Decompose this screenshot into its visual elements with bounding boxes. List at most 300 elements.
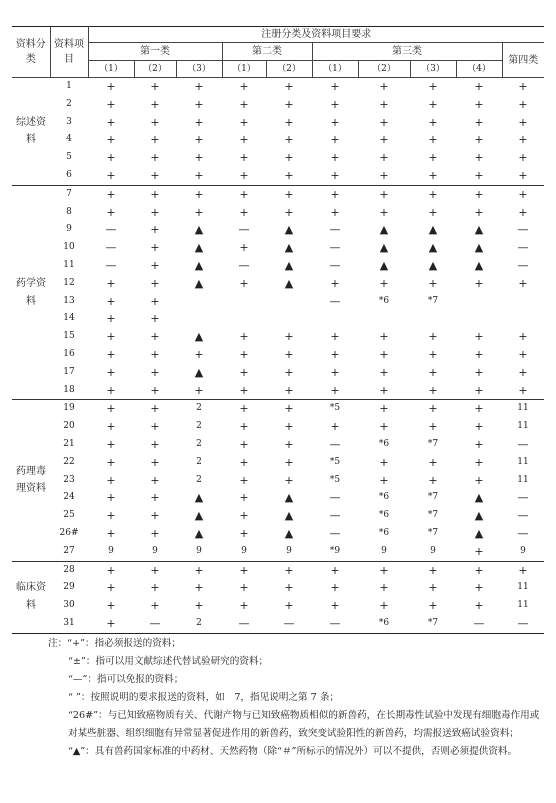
table-row <box>12 149 544 167</box>
requirement-cell: + <box>330 97 340 111</box>
item-number: 29 <box>63 582 75 593</box>
requirement-cell: *6 <box>378 527 390 538</box>
requirement-cell: — <box>238 258 250 272</box>
requirement-cell: + <box>150 97 160 111</box>
requirement-cell: + <box>106 97 116 111</box>
requirement-cell: ▲ <box>379 223 389 237</box>
table-row <box>12 293 544 311</box>
item-number: 6 <box>66 169 72 180</box>
note-blank: “ ”：按照说明的要求报送的资料，如 7，指见说明之第 7 条； <box>68 692 340 703</box>
requirement-cell: + <box>239 581 249 595</box>
requirement-cell: + <box>106 509 116 523</box>
requirement-cell: + <box>284 402 294 416</box>
requirement-cell: + <box>150 581 160 595</box>
requirement-cell: + <box>150 330 160 344</box>
requirement-cell: + <box>284 133 294 147</box>
requirement-cell: — <box>149 616 161 630</box>
requirement-cell: + <box>474 97 484 111</box>
requirement-cell: + <box>106 312 116 326</box>
requirement-cell: + <box>106 402 116 416</box>
requirement-cell: + <box>239 133 249 147</box>
requirement-cell: + <box>239 205 249 219</box>
requirement-cell: + <box>150 347 160 361</box>
requirement-cell: + <box>239 347 249 361</box>
requirement-cell: + <box>239 455 249 469</box>
requirement-cell: + <box>239 330 249 344</box>
requirement-cell: + <box>330 187 340 201</box>
requirement-cell: + <box>428 80 438 93</box>
requirement-cell: + <box>379 563 389 577</box>
category-group <box>12 185 544 400</box>
requirement-cell: + <box>150 80 160 93</box>
requirement-cell: + <box>428 133 438 147</box>
requirement-cell: ▲ <box>379 241 389 255</box>
requirement-cell: + <box>150 526 160 540</box>
requirement-cell: + <box>150 223 160 237</box>
requirement-cell: + <box>194 80 204 93</box>
requirement-cell: + <box>239 563 249 577</box>
requirement-cell: + <box>379 97 389 111</box>
requirement-cell: + <box>474 205 484 219</box>
item-number: 14 <box>63 313 75 324</box>
header-class-4: 第四类 <box>502 43 544 78</box>
requirement-cell: + <box>474 563 484 577</box>
requirement-cell: + <box>474 330 484 344</box>
requirement-cell: *7 <box>427 617 439 628</box>
table-row <box>12 472 544 490</box>
requirement-cell: ▲ <box>474 509 484 523</box>
requirement-cell: + <box>428 205 438 219</box>
subcol-3-3: （3） <box>410 61 456 78</box>
requirement-cell: + <box>284 563 294 577</box>
requirement-cell: + <box>330 599 340 613</box>
requirement-cell: + <box>106 133 116 147</box>
requirement-cell: + <box>150 365 160 379</box>
requirement-cell: + <box>379 80 389 93</box>
requirement-cell: + <box>428 563 438 577</box>
requirement-cell: ▲ <box>194 365 204 379</box>
requirement-cell: + <box>106 455 116 469</box>
requirement-cell: + <box>379 420 389 434</box>
table-row <box>12 96 544 114</box>
requirement-cell: + <box>428 383 438 397</box>
requirement-cell: + <box>379 455 389 469</box>
requirement-cell: + <box>239 151 249 165</box>
table-row <box>12 507 544 525</box>
requirement-cell: + <box>150 402 160 416</box>
table-row <box>12 221 544 239</box>
requirement-cell: + <box>284 581 294 595</box>
requirement-cell: ▲ <box>428 241 438 255</box>
requirement-cell: + <box>239 420 249 434</box>
table-row <box>12 436 544 454</box>
requirement-cell: + <box>474 420 484 434</box>
requirement-cell: *6 <box>378 492 390 503</box>
requirement-cell: + <box>330 115 340 129</box>
item-number: 22 <box>63 456 75 467</box>
note-plusminus: “±”：指可以用文献综述代替试验研究的资料； <box>68 656 269 667</box>
requirement-cell: + <box>330 420 340 434</box>
requirement-cell: + <box>150 276 160 290</box>
requirement-cell: + <box>518 187 528 201</box>
requirement-cell: + <box>379 330 389 344</box>
requirement-cell: + <box>106 330 116 344</box>
requirement-cell: + <box>379 581 389 595</box>
table-row <box>12 454 544 472</box>
requirement-cell: + <box>330 205 340 219</box>
requirement-cell: + <box>474 115 484 129</box>
requirement-cell: + <box>428 402 438 416</box>
requirement-cell: + <box>150 133 160 147</box>
table-row <box>12 525 544 543</box>
requirement-cell: + <box>474 187 484 201</box>
requirement-cell: + <box>518 133 528 147</box>
requirement-cell: 9 <box>286 545 292 556</box>
requirement-cell: + <box>239 80 249 93</box>
header-requirements: 注册分类及资料项目要求 <box>88 27 544 43</box>
requirement-cell <box>456 293 502 311</box>
requirement-cell: + <box>106 115 116 129</box>
requirement-cell: + <box>194 599 204 613</box>
requirement-cell: + <box>379 133 389 147</box>
requirement-cell: + <box>518 168 528 182</box>
requirement-cell: + <box>284 347 294 361</box>
category-group <box>12 78 544 186</box>
requirement-cell: — <box>329 258 341 272</box>
item-number: 27 <box>63 545 75 556</box>
requirement-cell: — <box>517 258 529 272</box>
table-row <box>12 400 544 418</box>
requirement-cell: + <box>150 258 160 272</box>
requirement-cell: + <box>518 365 528 379</box>
requirement-cell: ▲ <box>194 241 204 255</box>
requirement-cell: 9 <box>152 545 158 556</box>
table-row <box>12 239 544 257</box>
requirement-cell: 2 <box>196 421 202 432</box>
requirement-cell: ▲ <box>474 241 484 255</box>
requirement-cell: 11 <box>517 456 529 467</box>
table-row <box>12 489 544 507</box>
requirement-cell: + <box>150 205 160 219</box>
table-row <box>12 185 544 203</box>
requirement-cell: 2 <box>196 617 202 628</box>
item-number: 5 <box>66 152 72 163</box>
requirement-cell: + <box>474 437 484 451</box>
category-group <box>12 400 544 561</box>
table-row <box>12 167 544 185</box>
requirement-cell: + <box>284 437 294 451</box>
requirement-cell: + <box>474 168 484 182</box>
requirement-cell <box>176 293 222 311</box>
requirement-cell: + <box>379 151 389 165</box>
item-number: 24 <box>63 492 75 503</box>
registration-requirements-table <box>12 26 544 634</box>
item-number: 15 <box>63 331 75 342</box>
requirement-cell: + <box>150 563 160 577</box>
table-row <box>12 310 544 328</box>
requirement-cell: + <box>474 133 484 147</box>
subcol-1-2: （2） <box>134 61 176 78</box>
requirement-cell: ▲ <box>194 509 204 523</box>
requirement-cell: ▲ <box>194 526 204 540</box>
item-number: 21 <box>63 438 75 449</box>
requirement-cell: + <box>106 276 116 290</box>
item-number: 28 <box>63 564 75 575</box>
category-group <box>12 561 544 633</box>
requirement-cell: + <box>106 168 116 182</box>
requirement-cell: + <box>330 276 340 290</box>
requirement-cell: + <box>239 437 249 451</box>
requirement-cell: + <box>330 133 340 147</box>
requirement-cell: 11 <box>517 421 529 432</box>
requirement-cell: 9 <box>520 545 526 556</box>
requirement-cell: + <box>194 97 204 111</box>
requirement-cell: + <box>194 133 204 147</box>
requirement-cell: + <box>330 347 340 361</box>
table-row <box>12 131 544 149</box>
requirement-cell: + <box>330 151 340 165</box>
requirement-cell: + <box>239 526 249 540</box>
requirement-cell: + <box>106 383 116 397</box>
requirement-cell: + <box>428 455 438 469</box>
requirement-cell: — <box>517 616 529 630</box>
requirement-cell: 9 <box>430 545 436 556</box>
requirement-cell: + <box>474 365 484 379</box>
requirement-cell: 2 <box>196 438 202 449</box>
requirement-cell: 2 <box>196 456 202 467</box>
item-number: 17 <box>63 366 75 377</box>
requirement-cell: + <box>239 599 249 613</box>
requirement-cell: ▲ <box>474 223 484 237</box>
table-row <box>12 328 544 346</box>
item-number: 18 <box>63 384 75 395</box>
requirement-cell: + <box>474 151 484 165</box>
note-plus: 注：“+”：指必须报送的资料； <box>48 638 181 649</box>
requirement-cell: + <box>239 402 249 416</box>
subcol-3-1: （1） <box>312 61 358 78</box>
requirement-cell: + <box>106 151 116 165</box>
requirement-cell: + <box>106 616 116 630</box>
requirement-cell: ▲ <box>194 258 204 272</box>
requirement-cell: + <box>379 187 389 201</box>
requirement-cell: + <box>474 402 484 416</box>
requirement-cell: + <box>474 544 484 558</box>
requirement-cell: 9 <box>196 545 202 556</box>
requirement-cell: + <box>428 473 438 487</box>
requirement-cell: + <box>379 365 389 379</box>
requirement-cell: ▲ <box>194 491 204 505</box>
category-label: 药学资料 <box>16 277 46 307</box>
table-row <box>12 615 544 633</box>
requirement-cell: — <box>329 223 341 237</box>
item-number: 11 <box>63 259 75 270</box>
requirement-cell <box>176 310 222 328</box>
requirement-cell: + <box>239 383 249 397</box>
requirement-cell: *5 <box>329 456 341 467</box>
requirement-cell: + <box>428 599 438 613</box>
subcol-2-2: （2） <box>266 61 312 78</box>
item-number: 31 <box>63 617 75 628</box>
table-row <box>12 543 544 561</box>
requirement-cell: — <box>238 616 250 630</box>
item-number: 26# <box>59 527 79 538</box>
item-number: 25 <box>63 510 75 521</box>
requirement-cell: + <box>518 276 528 290</box>
requirement-cell: — <box>329 294 341 308</box>
requirement-cell: 9 <box>108 545 114 556</box>
requirement-cell: + <box>194 187 204 201</box>
requirement-cell: + <box>239 276 249 290</box>
requirement-cell: — <box>517 437 529 451</box>
item-number: 30 <box>63 600 75 611</box>
requirement-cell: + <box>518 115 528 129</box>
requirement-cell: + <box>284 365 294 379</box>
requirement-cell: 11 <box>517 403 529 414</box>
requirement-cell: + <box>474 276 484 290</box>
requirement-cell: + <box>150 187 160 201</box>
requirement-cell <box>222 293 266 311</box>
requirement-cell: + <box>379 347 389 361</box>
requirement-cell: + <box>106 294 116 308</box>
requirement-cell: + <box>239 473 249 487</box>
requirement-cell: + <box>150 420 160 434</box>
requirement-cell: + <box>379 276 389 290</box>
table-row <box>12 275 544 293</box>
requirement-cell: + <box>106 365 116 379</box>
requirement-cell: + <box>428 151 438 165</box>
requirement-cell: + <box>428 115 438 129</box>
item-number: 4 <box>66 134 72 145</box>
requirement-cell: 9 <box>381 545 387 556</box>
requirement-cell <box>456 310 502 328</box>
requirement-cell: ▲ <box>284 223 294 237</box>
requirement-cell: + <box>284 205 294 219</box>
category-label: 临床资料 <box>16 582 46 612</box>
requirement-cell: — <box>517 241 529 255</box>
requirement-cell: — <box>329 437 341 451</box>
requirement-cell: + <box>284 80 294 93</box>
header-category: 资料分类 <box>12 27 50 78</box>
requirement-cell: ▲ <box>428 223 438 237</box>
item-number: 13 <box>63 295 75 306</box>
requirement-cell <box>502 293 544 311</box>
requirement-cell: + <box>518 97 528 111</box>
category-label: 药理毒理资料 <box>16 465 46 495</box>
requirement-cell: 2 <box>196 403 202 414</box>
requirement-cell: + <box>239 187 249 201</box>
requirement-cell: + <box>518 563 528 577</box>
requirement-cell: + <box>428 420 438 434</box>
requirement-cell: + <box>194 581 204 595</box>
requirement-cell: *5 <box>329 474 341 485</box>
requirement-cell: + <box>474 599 484 613</box>
requirement-cell: + <box>150 294 160 308</box>
requirement-cell: + <box>239 115 249 129</box>
note-triangle: “▲”：具有兽药国家标准的中药材、天然药物（除“＃”所标示的情况外）可以不提供，否则必须提供资料。 <box>68 746 518 757</box>
requirement-cell: + <box>330 330 340 344</box>
subcol-1-3: （3） <box>176 61 222 78</box>
table-notes <box>48 635 548 761</box>
requirement-cell: + <box>106 187 116 201</box>
requirement-cell: + <box>106 526 116 540</box>
requirement-cell: + <box>474 581 484 595</box>
item-number: 20 <box>63 421 75 432</box>
item-number: 23 <box>63 474 75 485</box>
item-number: 8 <box>66 206 72 217</box>
header-class-3: 第三类 <box>312 43 502 61</box>
table-row <box>12 204 544 222</box>
table-row <box>12 579 544 597</box>
requirement-cell: — <box>105 223 117 237</box>
table-row <box>12 382 544 400</box>
requirement-cell: + <box>428 365 438 379</box>
requirement-cell: *7 <box>427 295 439 306</box>
requirement-cell: + <box>150 241 160 255</box>
requirement-cell: + <box>194 383 204 397</box>
requirement-cell: + <box>379 115 389 129</box>
category-label: 综述资料 <box>16 116 46 146</box>
requirement-cell: + <box>106 599 116 613</box>
requirement-cell: + <box>428 97 438 111</box>
item-number: 1 <box>66 81 72 91</box>
requirement-cell: + <box>150 383 160 397</box>
requirement-cell: + <box>284 455 294 469</box>
requirement-cell: + <box>194 168 204 182</box>
requirement-cell: + <box>284 151 294 165</box>
requirement-cell: + <box>194 205 204 219</box>
requirement-cell: + <box>428 276 438 290</box>
requirement-cell: ▲ <box>284 509 294 523</box>
requirement-cell <box>502 310 544 328</box>
requirement-cell: + <box>518 383 528 397</box>
requirement-cell: + <box>150 168 160 182</box>
requirement-cell: — <box>329 526 341 540</box>
requirement-cell: + <box>474 80 484 93</box>
requirement-cell: ▲ <box>474 258 484 272</box>
requirement-cell: + <box>330 168 340 182</box>
requirement-cell: + <box>150 473 160 487</box>
requirement-cell: — <box>329 616 341 630</box>
table-row <box>12 364 544 382</box>
requirement-cell: — <box>329 491 341 505</box>
requirement-cell: ▲ <box>284 258 294 272</box>
table-row <box>12 418 544 436</box>
requirement-cell: + <box>518 330 528 344</box>
requirement-cell: + <box>106 80 116 93</box>
requirement-cell: — <box>517 526 529 540</box>
requirement-cell: ▲ <box>194 223 204 237</box>
requirement-cell: + <box>239 491 249 505</box>
item-number: 9 <box>66 224 72 235</box>
requirement-cell: 2 <box>196 474 202 485</box>
requirement-cell <box>410 310 456 328</box>
item-number: 12 <box>63 277 75 288</box>
requirement-cell: ▲ <box>194 276 204 290</box>
table-row <box>12 597 544 615</box>
requirement-cell: + <box>428 347 438 361</box>
requirement-cell: — <box>517 509 529 523</box>
requirement-cell: + <box>239 168 249 182</box>
requirement-cell: + <box>379 599 389 613</box>
note-26-hash: “26#”：与已知致癌物质有关、代谢产物与已知致癌物质相似的新兽药，在长期毒性试验中发现有细胞毒作用或对某些脏器、组织细胞有异常显著促进作用的新兽药，致突变试验阳性的新兽药，均需报送致癌试验资料； <box>68 710 540 739</box>
requirement-cell: — <box>105 241 117 255</box>
requirement-cell: + <box>428 330 438 344</box>
requirement-cell: + <box>150 312 160 326</box>
table-row <box>12 114 544 132</box>
requirement-cell: + <box>330 80 340 93</box>
requirement-cell: ▲ <box>474 491 484 505</box>
item-number: 2 <box>66 98 72 109</box>
